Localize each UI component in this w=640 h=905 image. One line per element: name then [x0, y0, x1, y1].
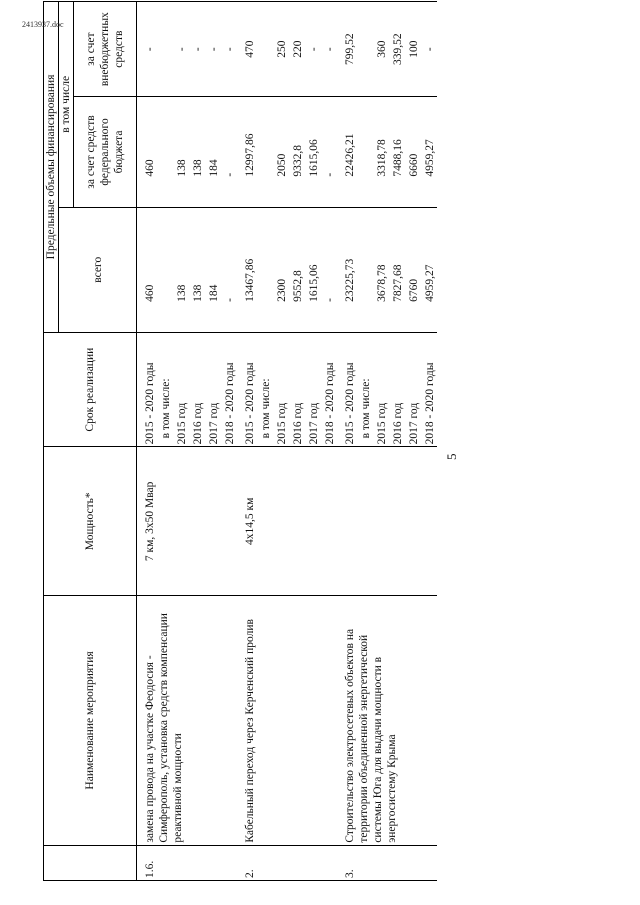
row-extrabudget: - [305, 2, 321, 97]
row-total: 1615,06 [305, 207, 321, 332]
row-total: - [221, 207, 237, 332]
financing-table [43, 1, 437, 881]
row-number: 1.6. [137, 845, 238, 880]
row-federal: 22426,21 [337, 97, 357, 207]
row-extrabudget: - [205, 2, 221, 97]
row-extrabudget: - [173, 2, 189, 97]
row-number: 2. [237, 845, 337, 880]
row-total: 2300 [273, 207, 289, 332]
footer-code: 2413937.doc [22, 20, 64, 29]
header-term: Срок реализации [44, 332, 137, 447]
row-name: замена провода на участке Феодосия - Симферополь, установка средств компенсации реактивной мощности [137, 596, 238, 845]
row-term: 2016 год [389, 332, 405, 447]
row-extrabudget [157, 2, 173, 97]
table-row [337, 2, 357, 881]
row-term: 2016 год [189, 332, 205, 447]
table-body [137, 2, 438, 881]
row-extrabudget: - [221, 2, 237, 97]
row-federal [357, 97, 373, 207]
page-number: 5 [444, 453, 459, 460]
row-term: в том числе: [357, 332, 373, 447]
row-extrabudget: 799,52 [337, 2, 357, 97]
row-federal: 9332,8 [289, 97, 305, 207]
row-name: Кабельный переход через Керченский пролив [237, 596, 337, 845]
row-total [257, 207, 273, 332]
row-total: 3678,78 [373, 207, 389, 332]
row-power: 7 км, 3х50 Мвар [137, 447, 238, 596]
row-total: - [321, 207, 337, 332]
row-total: 184 [205, 207, 221, 332]
row-term: 2015 - 2020 годы [237, 332, 257, 447]
header-name: Наименование мероприятия [44, 596, 137, 845]
row-term: 2017 год [205, 332, 221, 447]
row-term: 2015 - 2020 годы [137, 332, 158, 447]
header-federal: за счет средств федерального бюджета [74, 97, 137, 207]
row-number: 3. [337, 845, 437, 880]
row-total: 138 [173, 207, 189, 332]
row-term: 2015 год [373, 332, 389, 447]
row-federal [257, 97, 273, 207]
row-power [337, 447, 437, 596]
row-federal: - [321, 97, 337, 207]
row-federal: 12997,86 [237, 97, 257, 207]
row-extrabudget [257, 2, 273, 97]
row-extrabudget: 250 [273, 2, 289, 97]
row-extrabudget: - [321, 2, 337, 97]
row-federal: 138 [173, 97, 189, 207]
row-federal: 6660 [405, 97, 421, 207]
row-term: 2018 - 2020 годы [421, 332, 437, 447]
row-term: 2018 - 2020 годы [221, 332, 237, 447]
row-total: 7827,68 [389, 207, 405, 332]
row-total: 13467,86 [237, 207, 257, 332]
row-total: 138 [189, 207, 205, 332]
header-power: Мощность* [44, 447, 137, 596]
row-extrabudget: 360 [373, 2, 389, 97]
row-term: 2015 год [173, 332, 189, 447]
table-row [137, 2, 158, 881]
table-row [237, 2, 257, 881]
row-term: 2015 - 2020 годы [337, 332, 357, 447]
row-name: Строительство электросетевых объектов на территории объединенной энергетической системы Юга для выдачи мощности в энергосистему Крыма [337, 596, 437, 845]
row-federal: 138 [189, 97, 205, 207]
row-term: 2015 год [273, 332, 289, 447]
row-power: 4х14,5 км [237, 447, 337, 596]
row-federal: 460 [137, 97, 158, 207]
row-term: 2016 год [289, 332, 305, 447]
header-limits: Предельные объемы финансирования [44, 2, 59, 333]
row-extrabudget: - [421, 2, 437, 97]
row-total: 9552,8 [289, 207, 305, 332]
row-federal: 3318,78 [373, 97, 389, 207]
row-extrabudget: - [189, 2, 205, 97]
row-term: 2018 - 2020 годы [321, 332, 337, 447]
header-total: всего [59, 207, 137, 332]
row-extrabudget: 100 [405, 2, 421, 97]
row-extrabudget: 220 [289, 2, 305, 97]
row-federal: 184 [205, 97, 221, 207]
row-total: 460 [137, 207, 158, 332]
row-extrabudget: 470 [237, 2, 257, 97]
row-term: в том числе: [257, 332, 273, 447]
header-including: в том числе [59, 2, 74, 208]
row-term: 2017 год [405, 332, 421, 447]
row-federal: 4959,27 [421, 97, 437, 207]
row-federal: - [221, 97, 237, 207]
row-extrabudget: 339,52 [389, 2, 405, 97]
row-total [357, 207, 373, 332]
header-num [44, 845, 137, 880]
row-total: 23225,73 [337, 207, 357, 332]
row-total: 6760 [405, 207, 421, 332]
row-federal: 1615,06 [305, 97, 321, 207]
row-federal: 2050 [273, 97, 289, 207]
header-extrabudget: за счет внебюджетных средств [74, 2, 137, 97]
row-federal: 7488,16 [389, 97, 405, 207]
row-federal [157, 97, 173, 207]
row-extrabudget: - [137, 2, 158, 97]
row-term: 2017 год [305, 332, 321, 447]
row-term: в том числе: [157, 332, 173, 447]
row-extrabudget [357, 2, 373, 97]
row-total [157, 207, 173, 332]
row-total: 4959,27 [421, 207, 437, 332]
